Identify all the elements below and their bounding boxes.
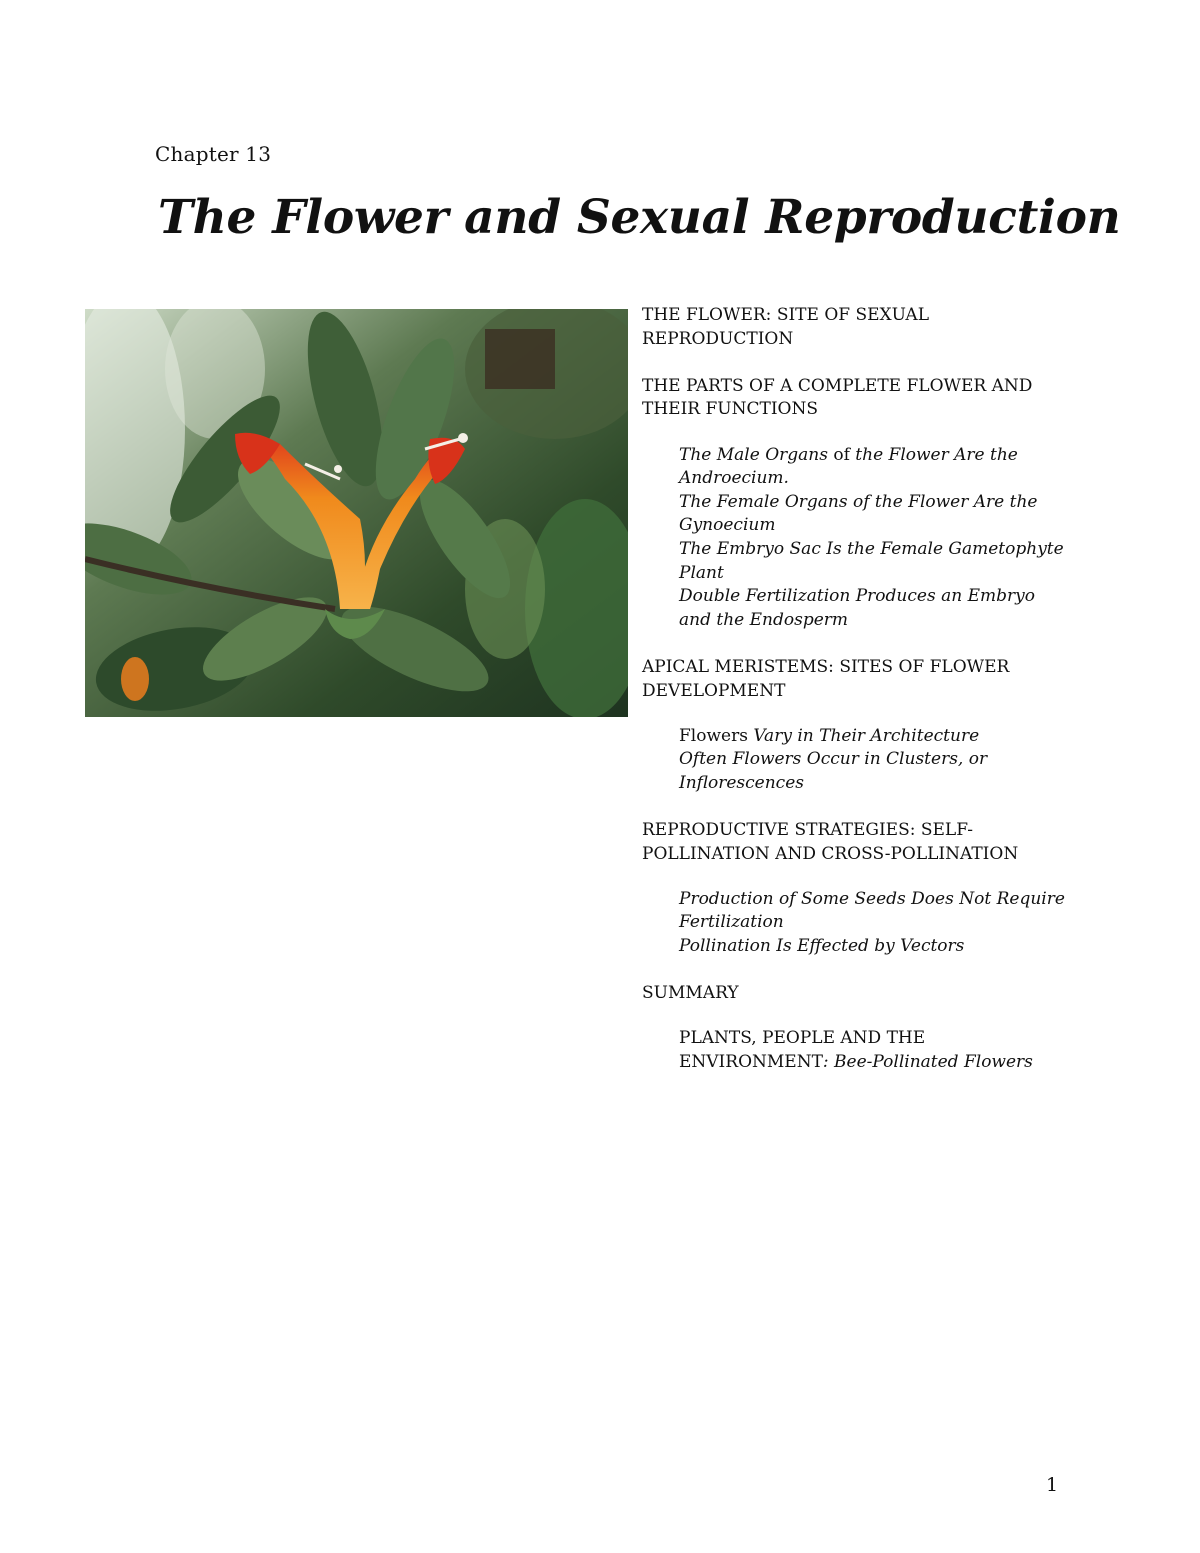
toc-section-flower: THE FLOWER: SITE OF SEXUAL REPRODUCTION [642, 305, 929, 349]
chapter-contents [642, 304, 1072, 1098]
flower-photo-icon [85, 309, 628, 717]
toc-section-summary: SUMMARY [642, 983, 739, 1004]
toc-box-feature [679, 1027, 1072, 1074]
flower-photo [85, 309, 628, 717]
toc-item-part: Flowers [679, 725, 748, 746]
toc-item: The Embryo Sac Is the Female Gametophyte Plant [679, 538, 1064, 583]
toc-section-parts: THE PARTS OF A COMPLETE FLOWER AND THEIR FUNCTIONS [642, 375, 1033, 420]
toc-item: The Female Organs of the Flower Are the Gynoecium [679, 491, 1038, 536]
toc-item: Production of Some Seeds Does Not Require Fertilization [679, 888, 1065, 933]
toc-subsection-list [679, 444, 1072, 633]
toc-item [679, 444, 1072, 491]
toc-item: Double Fertilization Produces an Embryo and the Endosperm [679, 586, 1035, 630]
toc-item [679, 1027, 1072, 1074]
toc-item-part: The Male Organs [679, 444, 828, 465]
chapter-title: The Flower and Sexual Reproduction [158, 190, 1121, 245]
toc-section-strategies: REPRODUCTIVE STRATEGIES: SELF-POLLINATION AND CROSS-POLLINATION [642, 820, 1019, 864]
toc-item-part: Vary in Their Architecture [753, 725, 980, 746]
toc-subsection-list [679, 725, 1072, 796]
toc-item [679, 725, 1072, 749]
toc-item-part: the Flower Are the Androecium. [679, 444, 1018, 489]
toc-item-part: : Bee-Pollinated Flowers [822, 1052, 1033, 1072]
toc-item: Pollination Is Effected by Vectors [679, 936, 965, 957]
toc-section-meristems: APICAL MERISTEMS: SITES OF FLOWER DEVELOPMENT [642, 656, 1010, 701]
toc-subsection-list [679, 888, 1072, 959]
toc-item: Often Flowers Occur in Clusters, or Inflorescences [679, 749, 988, 793]
chapter-label: Chapter 13 [155, 142, 272, 166]
toc-item-part: of [833, 444, 850, 465]
page-number: 1 [1046, 1474, 1059, 1496]
toc-item-part: PLANTS, PEOPLE AND THE ENVIRONMENT [679, 1028, 926, 1072]
